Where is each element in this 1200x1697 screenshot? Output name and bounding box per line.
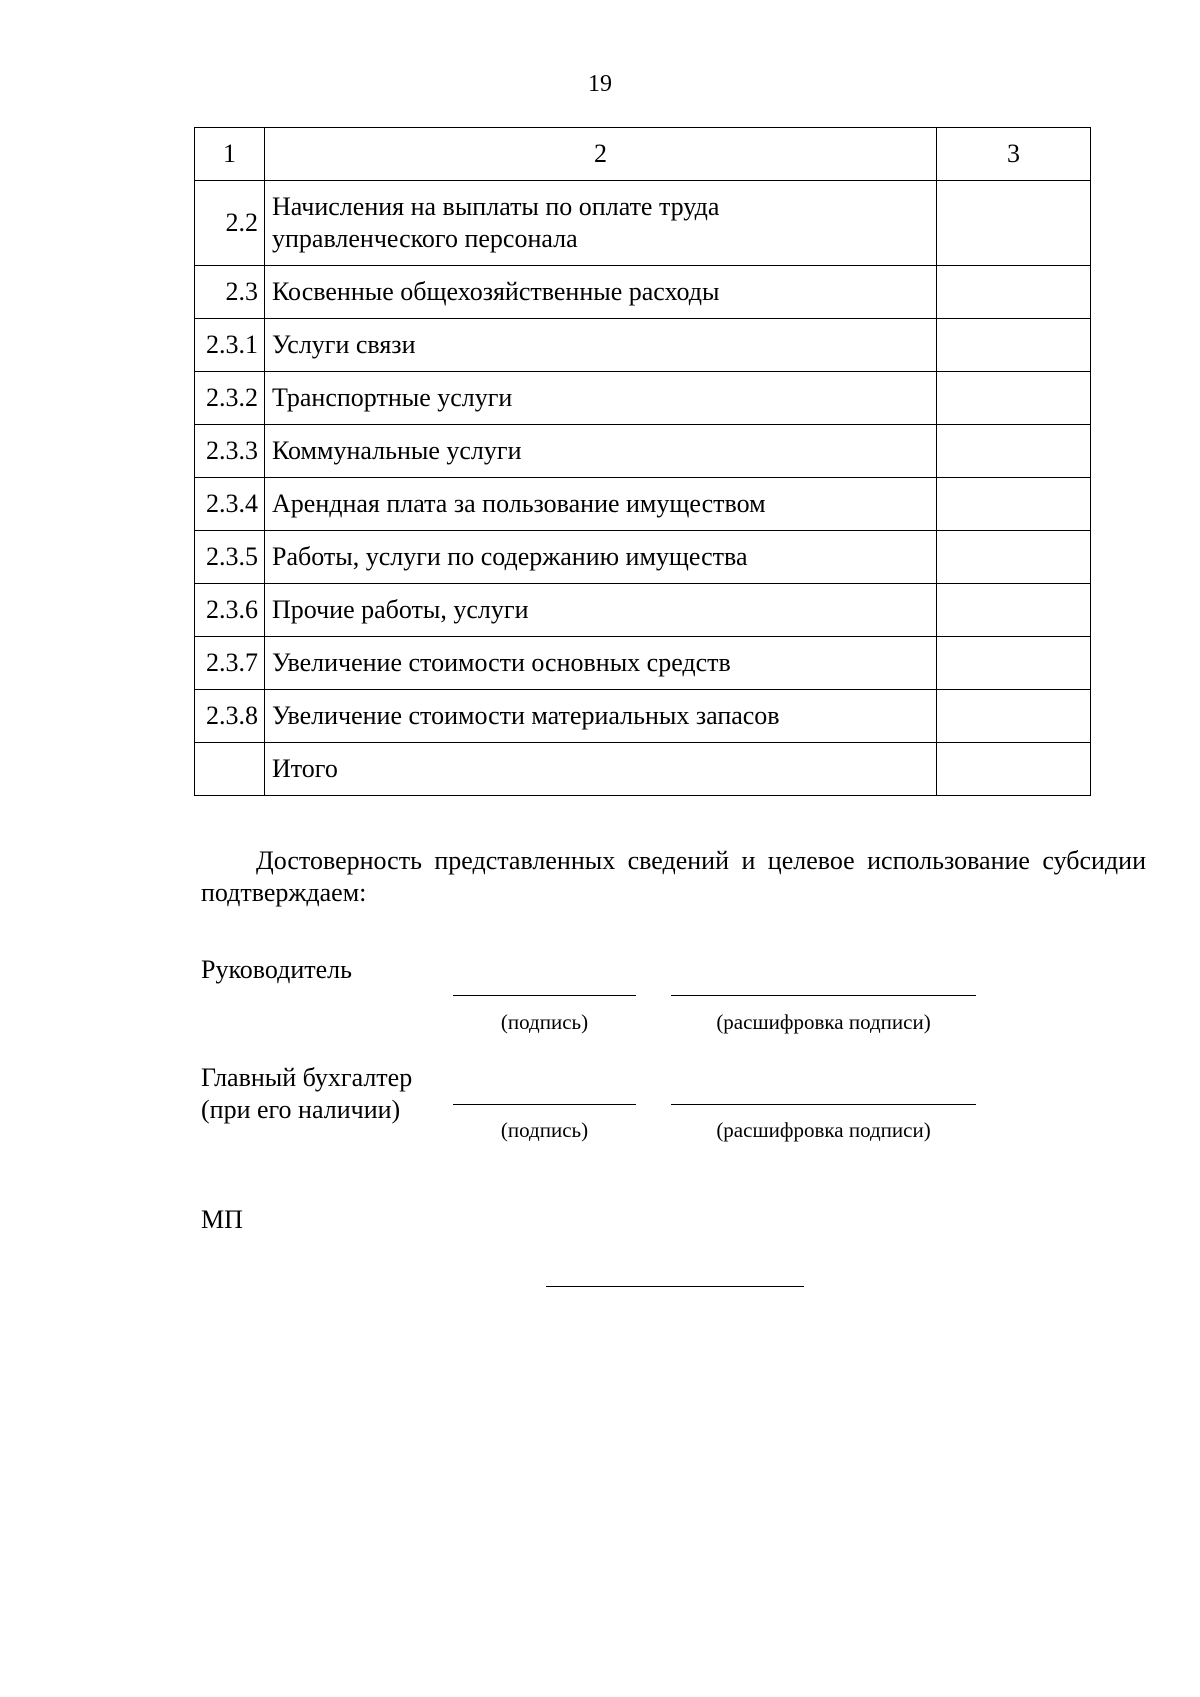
head-signature-line[interactable]	[453, 995, 636, 996]
row-name: Коммунальные услуги	[265, 425, 937, 478]
row-number: 2.3.6	[195, 584, 265, 637]
row-number: 2.3.4	[195, 478, 265, 531]
confirmation-statement: Достоверность представленных сведений и целевое использование субсидии подтверждаем:	[201, 846, 1146, 907]
header-cell-1: 1	[195, 128, 265, 181]
stamp-label: МП	[201, 1205, 243, 1234]
table-row	[195, 425, 1091, 478]
row-number: 2.3	[195, 266, 265, 319]
row-number: 2.3.5	[195, 531, 265, 584]
table-row	[195, 181, 1091, 266]
head-decoding-caption: (расшифровка подписи)	[716, 1010, 931, 1034]
table-header-row	[195, 128, 1091, 181]
row-name: Итого	[265, 743, 937, 796]
row-number: 2.3.1	[195, 319, 265, 372]
expense-table	[194, 127, 1091, 796]
row-name: Увеличение стоимости основных средств	[265, 637, 937, 690]
row-number: 2.3.2	[195, 372, 265, 425]
row-value	[937, 637, 1091, 690]
accountant-decoding-caption: (расшифровка подписи)	[716, 1118, 931, 1142]
row-value	[937, 372, 1091, 425]
table-row	[195, 690, 1091, 743]
row-name: Услуги связи	[265, 319, 937, 372]
table-row-total	[195, 743, 1091, 796]
row-number	[195, 743, 265, 796]
row-number: 2.3.3	[195, 425, 265, 478]
row-name: Работы, услуги по содержанию имущества	[265, 531, 937, 584]
row-name-line-2: управленческого персонала	[272, 224, 578, 253]
head-label: Руководитель	[201, 955, 352, 984]
row-value	[937, 690, 1091, 743]
table-row	[195, 531, 1091, 584]
row-name: Транспортные услуги	[265, 372, 937, 425]
row-name	[265, 181, 937, 266]
row-name-line-1: Начисления на выплаты по оплате труда	[272, 192, 720, 221]
row-value	[937, 743, 1091, 796]
header-cell-3: 3	[937, 128, 1091, 181]
row-number: 2.3.7	[195, 637, 265, 690]
row-value	[937, 425, 1091, 478]
page-number: 19	[588, 71, 612, 97]
row-value	[937, 266, 1091, 319]
row-value	[937, 531, 1091, 584]
accountant-signature-line[interactable]	[453, 1104, 636, 1105]
table-row	[195, 637, 1091, 690]
row-value	[937, 478, 1091, 531]
header-cell-2: 2	[265, 128, 937, 181]
row-number: 2.3.8	[195, 690, 265, 743]
row-name: Прочие работы, услуги	[265, 584, 937, 637]
accountant-label	[201, 1062, 412, 1126]
table-row	[195, 478, 1091, 531]
accountant-label-line-2: (при его наличии)	[201, 1095, 401, 1124]
row-number: 2.2	[195, 181, 265, 266]
accountant-label-line-1: Главный бухгалтер	[201, 1063, 413, 1092]
table-row	[195, 584, 1091, 637]
table-row	[195, 319, 1091, 372]
row-value	[937, 584, 1091, 637]
closing-divider-line	[546, 1286, 804, 1287]
row-value	[937, 319, 1091, 372]
row-name: Косвенные общехозяйственные расходы	[265, 266, 937, 319]
row-name: Арендная плата за пользование имуществом	[265, 478, 937, 531]
row-value	[937, 181, 1091, 266]
row-name: Увеличение стоимости материальных запасов	[265, 690, 937, 743]
head-signature-caption: (подпись)	[500, 1010, 589, 1034]
accountant-signature-caption: (подпись)	[500, 1118, 589, 1142]
table-row	[195, 266, 1091, 319]
head-decoding-line[interactable]	[671, 995, 976, 996]
accountant-decoding-line[interactable]	[671, 1104, 976, 1105]
table-row	[195, 372, 1091, 425]
